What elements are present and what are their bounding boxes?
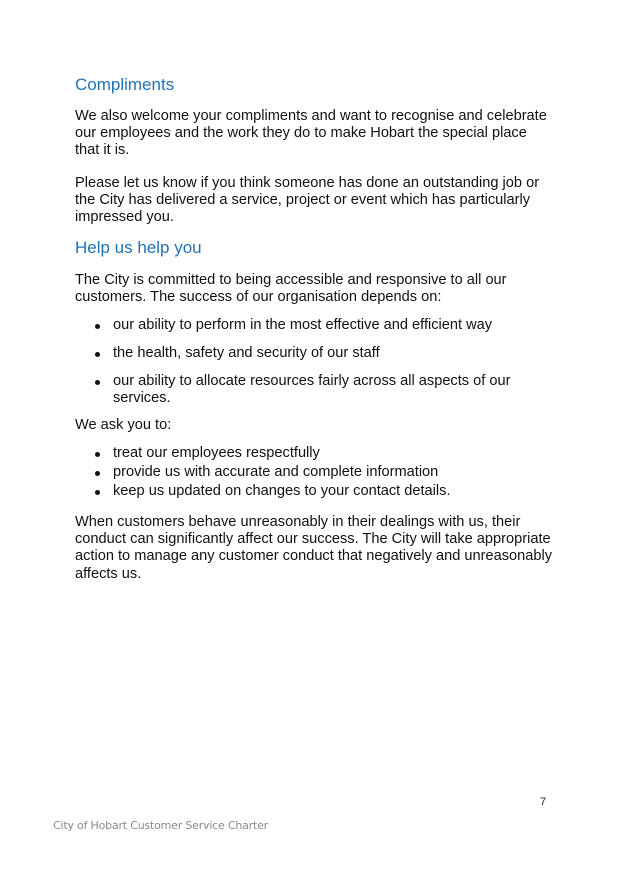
help-intro-paragraph: The City is committed to being accessible and responsive to all our customers. The success of our organisation depends on: xyxy=(75,272,507,306)
list-item: keep us updated on changes to your contact details. xyxy=(75,483,555,500)
asks-list xyxy=(75,445,555,502)
list-item: treat our employees respectfully xyxy=(75,445,555,462)
footer-text: City of Hobart Customer Service Charter xyxy=(53,819,269,832)
compliments-paragraph-2: Please let us know if you think someone has done an outstanding job or the City has delivered a service, project or event which has particularly impressed you. xyxy=(75,175,540,226)
compliments-paragraph-1: We also welcome your compliments and want to recognise and celebrate our employees and the work they do to make Hobart the special place that it is. xyxy=(75,108,547,159)
list-item: our ability to allocate resources fairly across all aspects of our services. xyxy=(75,373,555,408)
compliments-heading: Compliments xyxy=(75,75,175,94)
list-item: provide us with accurate and complete information xyxy=(75,464,555,481)
depends-on-list xyxy=(75,317,555,418)
ask-intro-paragraph: We ask you to: xyxy=(75,417,172,433)
behaviour-paragraph: When customers behave unreasonably in their dealings with us, their conduct can significantly affect our success. The City will take appropriate action to manage any customer conduct that negatively and unreasonably affects us. xyxy=(75,514,553,582)
page-number: 7 xyxy=(540,796,547,808)
help-us-help-you-heading: Help us help you xyxy=(75,238,202,257)
list-item: the health, safety and security of our staff xyxy=(75,345,555,362)
list-item: our ability to perform in the most effective and efficient way xyxy=(75,317,555,334)
